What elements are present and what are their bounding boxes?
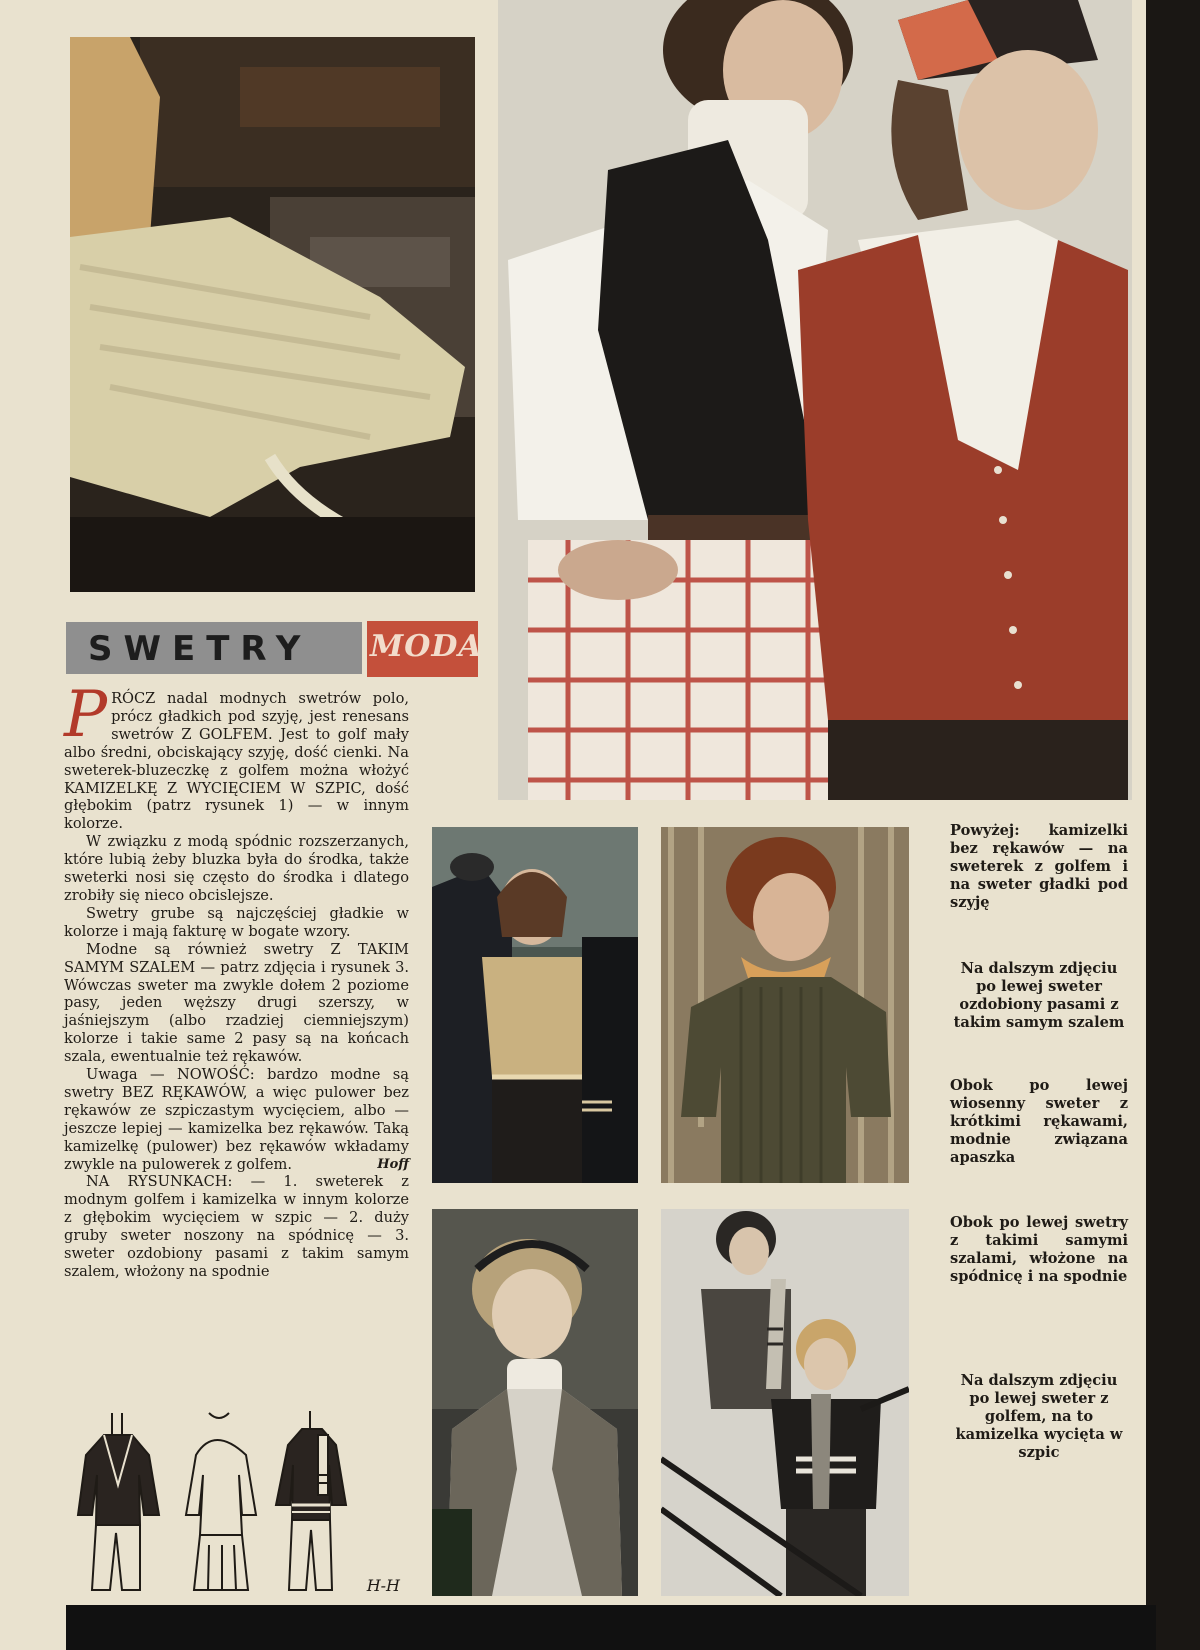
caption-vests: Powyżej: kamizelki bez rękawów — na sweterek z golfem i na sweter gładki pod szyję [950,822,1128,911]
sketch-2 [186,1413,256,1590]
fashion-sketches [74,1405,414,1595]
sketch-1 [78,1413,159,1590]
sketch-signature: H-H [366,1576,400,1595]
moda-logo: MODA [370,629,483,664]
caption-striped-sweater-scarf: Na dalszym zdjęciu po lewej sweter ozdobiony pasami z takim samym szalem [953,960,1125,1031]
sketch-3 [276,1411,346,1590]
photo-vests [498,0,1132,800]
article-paragraph-5: Uwaga — NOWOŚĆ: bardzo modne są swetry BEZ RĘKAWÓW, a więc pulower bez rękawów ze szpiczastym wycięciem, albo — jeszcze lepiej — kamizelka bez rękawów. Taką kamizelkę (pulower) bez rękawów wkładamy zwykle na pulowerek z golfem. Hoff [64,1066,409,1173]
bottom-band [66,1605,1156,1650]
caption-scarves: Obok po lewej swetry z takimi samymi szalami, włożone na spódnicę i na spodnie [950,1214,1128,1285]
article-paragraph-1: PRÓCZ nadal modnych swetrów polo, prócz gładkich pod szyję, jest renesans swetrów Z GOLFEM. Jest to golf mały albo średni, obciskający szyję, dość cienki. Na sweterek-bluzeczkę z golfem można włożyć KAMIZELKĘ Z WYCIĘCIEM W SZPIC, dość głębokim (patrz rysunek 1) — w innym kolorze. [64,678,409,833]
article-paragraph-3: Swetry grube są najczęściej gładkie w kolorze i mają fakturę w bogate wzory. [64,904,409,940]
photo-turtleneck-vest [432,1209,638,1596]
caption-turtleneck-vest: Na dalszym zdjęciu po lewej sweter z golfem, na to kamizelka wycięta w szpic [955,1372,1123,1461]
photo-short-sleeve-sweater [661,827,909,1183]
page-title: SWETRY [88,629,312,669]
author-signature: Hoff [377,1156,409,1172]
caption-spring-sweater: Obok po lewej wiosenny sweter z krótkimi rękawami, modnie związana apaszka [950,1077,1128,1166]
photo-scarves-stairs [661,1209,909,1596]
article-paragraph-2: W związku z modą spódnic rozszerzanych, które lubią żeby bluzka była do środka, także sweterki nosi się często do środka i dlatego zrobiły się nieco obcislejsze. [64,833,409,904]
article-paragraph-6: NA RYSUNKACH: — 1. sweterek z modnym golfem i kamizelka w innym kolorze z głębokim wycięciem w szpic — 2. duży gruby sweter noszony na spódnicę — 3. sweter ozdobiony pasami z takim samym szalem, włożony na spodnie [64,1173,409,1280]
page-edge [1146,0,1200,1650]
photo-sweater-with-scarf-man [432,827,638,1183]
article-body [64,678,409,1281]
drop-cap: P [64,678,108,752]
photo-knit-sweater [70,37,475,592]
article-paragraph-4: Modne są również swetry Z TAKIM SAMYM SZALEM — patrz zdjęcia i rysunek 3. Wówczas sweter ma zwykle dołem 2 poziome pasy, jeden węższy drugi szerszy, w jaśniejszym (albo rzadziej ciemniejszym) kolorze i takie same 2 pasy są na końcach szala, ewentualnie też rękawów. [64,940,409,1066]
